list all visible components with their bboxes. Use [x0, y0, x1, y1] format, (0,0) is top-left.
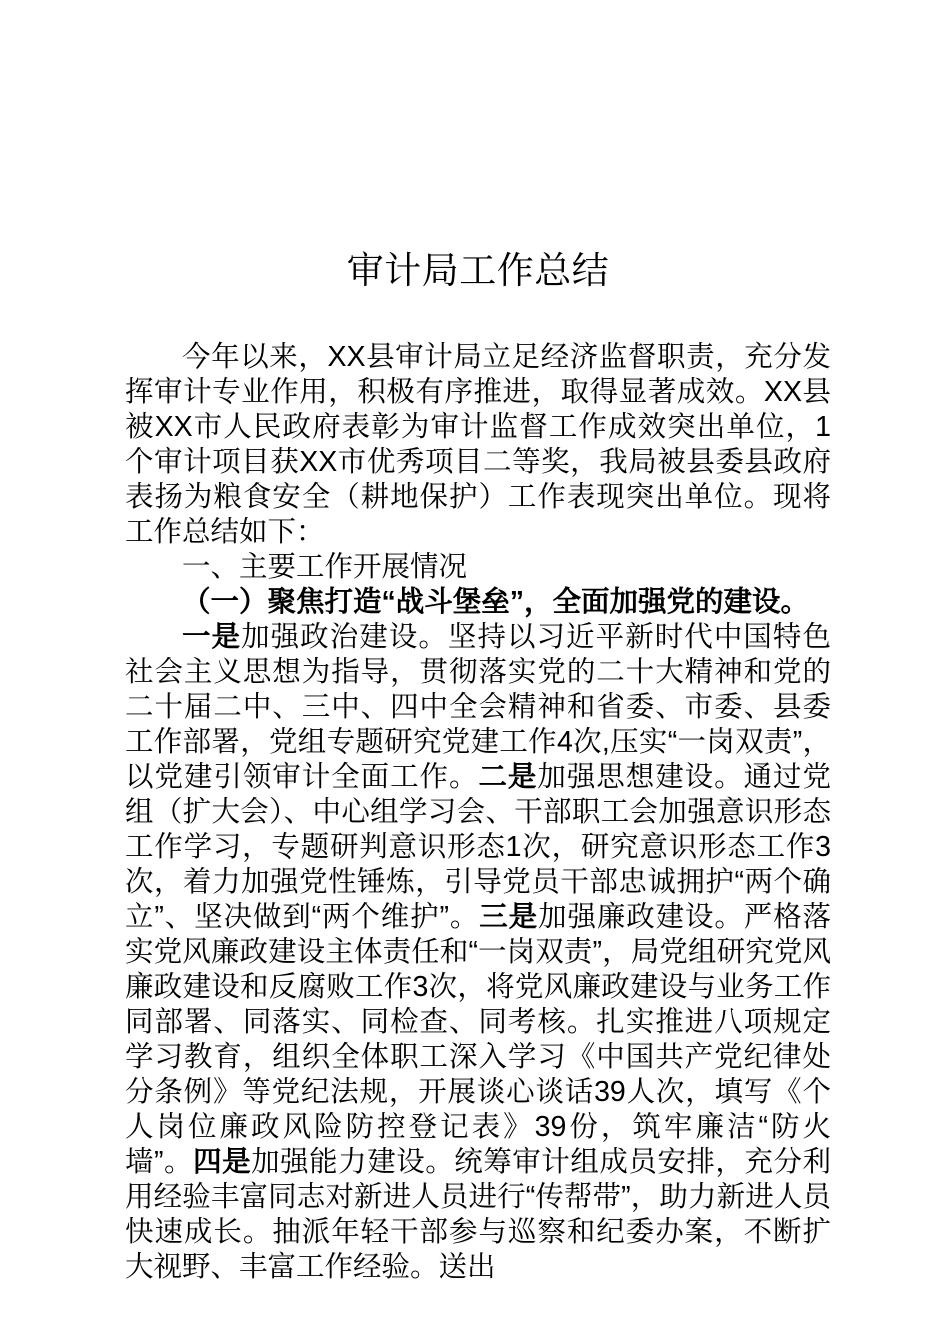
- run-text-7: 加强能力建设。统筹审计组成员安排，充分利用经验丰富同志对新进人员进行“传帮带”，助力新进人员快速成长。抽派年轻干部参与巡察和纪委办案，不断扩大视野、丰富工作经验。送出: [125, 1146, 831, 1283]
- paragraph-intro: 今年以来，XX县审计局立足经济监督职责，充分发挥审计专业作用，积极有序推进，取得显著成效。XX县被XX市人民政府表彰为审计监督工作成效突出单位，1个审计项目获XX市优秀项目二等奖，我局被县委县政府表扬为粮食安全（耕地保护）工作表现突出单位。现将工作总结如下：: [125, 341, 831, 548]
- run-text-1: 加强政治建设。坚持以习近平新时代中国特色社会主义思想为指导，贯彻落实党的二十大精神和党的二十届二中、三中、四中全会精神和省委、市委、县委工作部署，党组专题研究党建工作4次,压实“一岗双责”，以党建引领审计全面工作。: [125, 621, 831, 793]
- run-text-3: 加强思想建设。通过党组（扩大会）、中心组学习会、干部职工会加强意识形态工作学习，专题研判意识形态1次，研究意识形态工作3次，着力加强党性锤炼，引导党员干部忠诚拥护“两个确立”、坚决做到“两个维护”。: [125, 761, 831, 933]
- document-body: [125, 0, 831, 1285]
- run-bold-marker-2: 二是: [478, 761, 538, 793]
- page-title: 审计局工作总结: [346, 250, 610, 291]
- title-spacer: [125, 294, 831, 340]
- run-text-5: 加强廉政建设。严格落实党风廉政建设主体责任和“一岗双责”，局党组研究党风廉政建设和反腐败工作3次，将党风廉政建设与业务工作同部署、同落实、同检查、同考核。扎实推进八项规定学习教育，组织全体职工深入学习《中国共产党纪律处分条例》等党纪法规，开展谈心谈话39人次，填写《个人岗位廉政风险防控登记表》39份，筑牢廉洁“防火墙”。: [125, 901, 831, 1178]
- paragraph-section-heading-one: 一、主要工作开展情况: [182, 551, 468, 583]
- run-bold-marker-4: 三是: [479, 901, 539, 933]
- run-bold-marker-6: 四是: [193, 1146, 252, 1178]
- run-bold-marker-0: 一是: [182, 621, 242, 653]
- paragraph-party-building-body: [125, 620, 831, 1285]
- paragraph-subsection-heading: （一）聚焦打造“战斗堡垒”，全面加强党的建设。: [182, 586, 810, 618]
